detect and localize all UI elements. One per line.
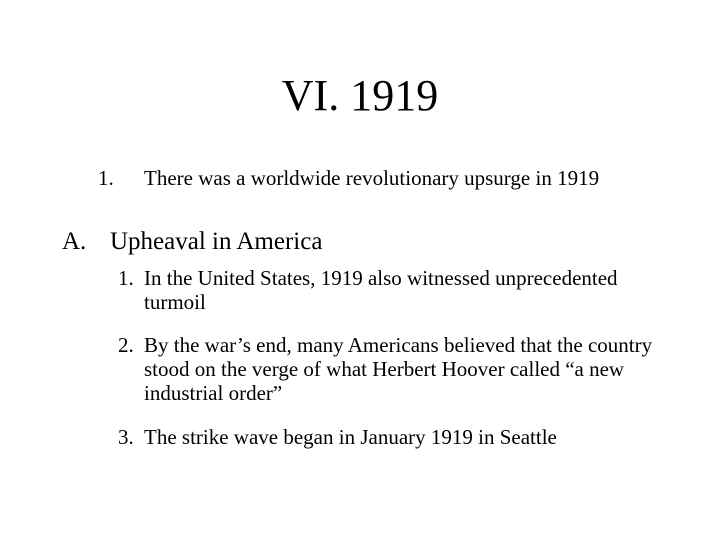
- list-item-text-2: By the war’s end, many Americans believed that the country stood on the verge of what Herbert Hoover called “a new industrial order”: [144, 333, 653, 405]
- intro-text: There was a worldwide revolutionary upsurge in 1919: [144, 166, 600, 190]
- list-item-number-1: 1.: [118, 266, 134, 290]
- section-heading-text: Upheaval in America: [110, 228, 323, 255]
- list-item-text-3: The strike wave began in January 1919 in Seattle: [144, 425, 557, 449]
- list-item-number-2: 2.: [118, 333, 134, 357]
- slide-title: VI. 1919: [281, 71, 439, 120]
- list-item-number-3: 3.: [118, 425, 134, 449]
- section-heading: [62, 228, 462, 258]
- intro-number: 1.: [98, 166, 114, 190]
- list-item-text-1: In the United States, 1919 also witnessed unprecedented turmoil: [144, 266, 618, 314]
- section-letter: A.: [62, 228, 87, 255]
